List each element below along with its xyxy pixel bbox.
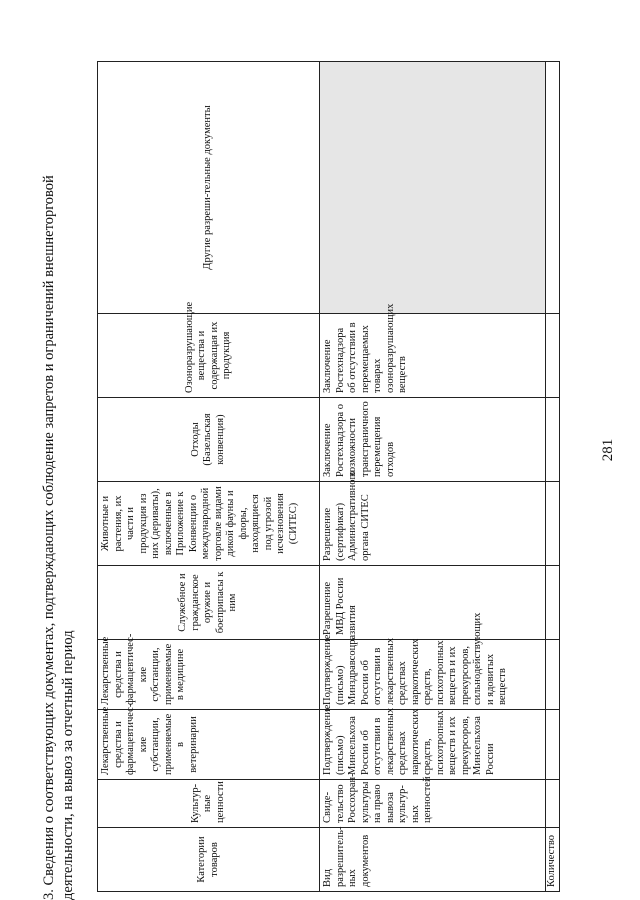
row-cell: Заключение Ростехнадзора о возможности трансграничного перемещения отходов <box>320 398 546 482</box>
header-cell: Культур-ные ценности <box>98 780 320 828</box>
header-cell: Отходы (Базельская конвенция) <box>98 398 320 482</box>
row-cell: Заключение Ростехнадзора об отсутствии в перемещаемых товарах озоноразрушающих веществ <box>320 314 546 398</box>
header-row <box>98 62 320 892</box>
row-cell: Свиде-тельство Россохран-культуры на право вывоза культур-ных ценностей <box>320 780 546 828</box>
row-cell: Разрешение МВД России <box>320 566 546 640</box>
quantity-cell <box>546 314 560 398</box>
quantity-cell <box>546 710 560 780</box>
row-cell: Разрешение (сертификат) Административного органа СИТЕС <box>320 482 546 566</box>
shaded-cell <box>320 62 546 314</box>
quantity-cell <box>546 566 560 640</box>
quantity-label: Количество <box>546 828 560 892</box>
quantity-cell <box>546 62 560 314</box>
quantity-cell <box>546 482 560 566</box>
doc-type-row <box>320 62 546 892</box>
quantity-cell <box>546 398 560 482</box>
heading-line-2: деятельности, на вывоз за отчетный период <box>60 630 76 900</box>
quantity-cell <box>546 640 560 710</box>
header-cell: Категории товаров <box>98 828 320 892</box>
header-cell: Животные и растения, их части и продукция из них (дериваты), включенные в Приложение к Конвенции о международной торговле видами дикой фауны и флоры, находящиеся под угрозой исчезновения (СИТЕС) <box>98 482 320 566</box>
header-cell: Другие разреши-тельные документы <box>98 62 320 314</box>
heading-line-1: 3. Сведения о соответствующих документах, подтверждающих соблюдение запретов и ограничений внешнеторговой <box>41 175 57 900</box>
quantity-row <box>546 62 560 892</box>
row-cell: Подтверждение (письмо) Минздравсоцразвития России об отсутствии в лекарственных средствах наркотических средств, психотропных веществ и их прекурсоров, сильнодействующих и ядовитых веществ <box>320 640 546 710</box>
section-heading <box>40 40 78 900</box>
permits-table <box>97 61 560 892</box>
header-cell: Лекарственные средства и фармацевтичес-кие субстанции, применяемые в медицине <box>98 640 320 710</box>
header-cell: Озоноразрушающие вещества и содержащая их продукция <box>98 314 320 398</box>
header-cell: Служебное и гражданское оружие и боеприпасы к ним <box>98 566 320 640</box>
quantity-cell <box>546 780 560 828</box>
row-cell: Вид разрешитель-ных документов <box>320 828 546 892</box>
row-cell: Подтверждение (письмо) Минсельхоза России об отсутствии в лекарственных средствах наркотических средств, психотропных веществ и их прекурсоров, Минсельхоза России <box>320 710 546 780</box>
header-cell: Лекарственные средства и фармацевтичес-кие субстанции, применяемые в ветеринарии <box>98 710 320 780</box>
page-number: 281 <box>600 438 616 462</box>
